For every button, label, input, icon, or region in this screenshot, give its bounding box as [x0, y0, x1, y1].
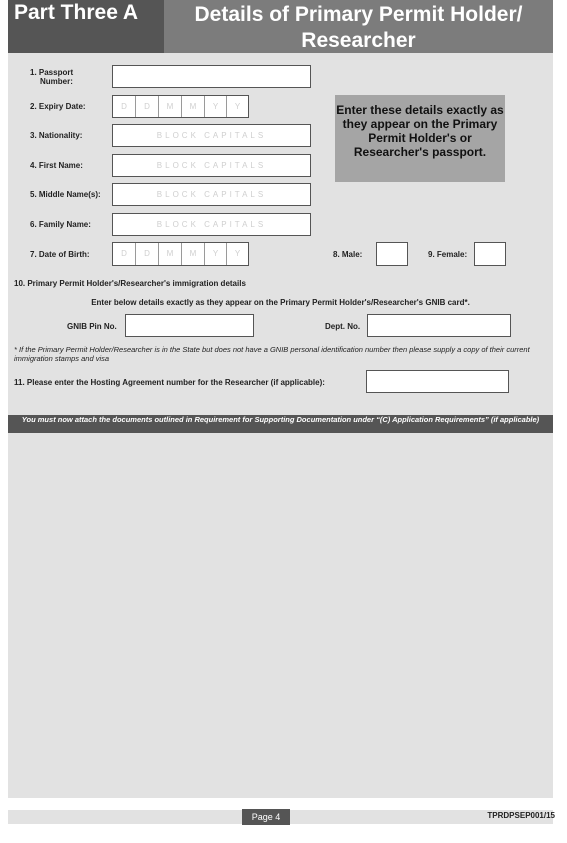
dob-year1-cell[interactable]: Y [205, 243, 227, 265]
dept-no-field[interactable] [367, 314, 511, 337]
expiry-month2-cell[interactable]: M [182, 96, 205, 117]
section-header [164, 0, 553, 53]
part-label [8, 0, 164, 53]
nationality-field[interactable]: BLOCK CAPITALS [112, 124, 311, 147]
passport-label [30, 68, 73, 86]
page-number: Page 4 [242, 809, 290, 825]
passport-number-field[interactable] [112, 65, 311, 88]
expiry-date-label: 2. Expiry Date: [30, 102, 86, 111]
expiry-date-field[interactable] [112, 95, 249, 118]
first-name-field[interactable]: BLOCK CAPITALS [112, 154, 311, 177]
female-checkbox[interactable] [474, 242, 506, 266]
dob-month1-cell[interactable]: M [159, 243, 182, 265]
gnib-footnote: * If the Primary Permit Holder/Researcher is in the State but does not have a GNIB personal identification number then please supply a copy of their current immigration stamps and visa [14, 345, 530, 363]
family-name-label: 6. Family Name: [30, 220, 91, 229]
dob-month2-cell[interactable]: M [182, 243, 205, 265]
attach-documents-banner: You must now attach the documents outlined in Requirement for Supporting Documentation under “(C) Application Requirements” (if applicable) [8, 415, 553, 433]
section-title-line1: Details of Primary Permit Holder/ [194, 3, 523, 26]
immigration-instruction: Enter below details exactly as they appear on the Primary Permit Holder's/Researcher's GNIB card*. [91, 298, 470, 307]
immigration-heading: 10. Primary Permit Holder's/Researcher's immigration details [14, 279, 246, 288]
female-label: 9. Female: [428, 250, 468, 259]
dob-year2-cell[interactable]: Y [234, 249, 241, 258]
gnib-pin-label: GNIB Pin No. [67, 322, 117, 331]
date-of-birth-label: 7. Date of Birth: [30, 250, 90, 259]
middle-name-field[interactable]: BLOCK CAPITALS [112, 183, 311, 206]
nationality-label: 3. Nationality: [30, 131, 83, 140]
date-of-birth-field[interactable] [112, 242, 249, 266]
passport-label-line2: Number: [40, 77, 73, 86]
dob-day1-cell[interactable]: D [113, 243, 136, 265]
passport-label-line1: 1. Passport [30, 68, 74, 77]
middle-name-label: 5. Middle Name(s): [30, 190, 101, 199]
expiry-day2-cell[interactable]: D [136, 96, 159, 117]
dob-day2-cell[interactable]: D [136, 243, 159, 265]
hosting-agreement-field[interactable] [366, 370, 509, 393]
section-title-line2: Researcher [301, 29, 416, 52]
part-title: Part Three A [14, 1, 139, 24]
family-name-field[interactable]: BLOCK CAPITALS [112, 213, 311, 236]
male-label: 8. Male: [333, 250, 363, 259]
first-name-label: 4. First Name: [30, 161, 83, 170]
gnib-pin-field[interactable] [125, 314, 254, 337]
expiry-day1-cell[interactable]: D [113, 96, 136, 117]
male-checkbox[interactable] [376, 242, 408, 266]
hosting-agreement-label: 11. Please enter the Hosting Agreement number for the Researcher (if applicable): [14, 378, 325, 387]
expiry-year2-cell[interactable]: Y [234, 102, 241, 111]
expiry-month1-cell[interactable]: M [159, 96, 182, 117]
expiry-year1-cell[interactable]: Y [205, 96, 227, 117]
passport-instruction-callout: Enter these details exactly as they appear on the Primary Permit Holder's or Researcher's passport. [335, 95, 505, 182]
dept-no-label: Dept. No. [325, 322, 361, 331]
form-code: TPRDPSEP001/15 [487, 811, 555, 820]
